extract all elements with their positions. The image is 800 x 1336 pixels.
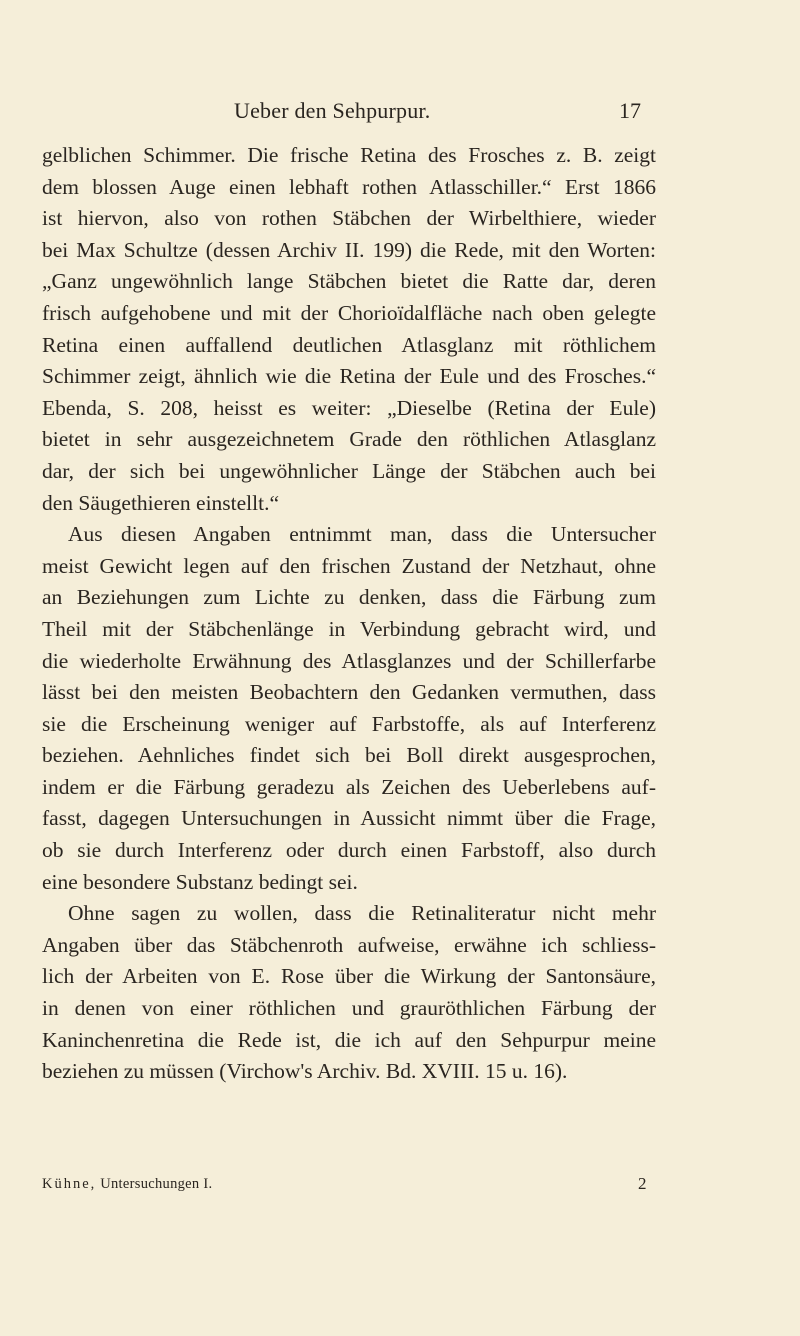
text-line: Ebenda, S. 208, heisst es weiter: „Dieselbe (Retina der Eule) <box>42 395 656 420</box>
text-line: in denen von einer röthlichen und grauröthlichen Färbung der <box>42 996 656 1021</box>
text-line: bietet in sehr ausgezeichnetem Grade den röthlichen Atlasglanz <box>42 427 656 452</box>
text-line: beziehen zu müssen (Virchow's Archiv. Bd. XVIII. 15 u. 16). <box>42 1059 568 1084</box>
text-line: Kaninchenretina die Rede ist, die ich auf den Sehpurpur meine <box>42 1027 656 1052</box>
text-line: Ohne sagen zu wollen, dass die Retinaliteratur nicht mehr <box>68 901 656 926</box>
text-line: gelblichen Schimmer. Die frische Retina des Frosches z. B. zeigt <box>42 143 656 167</box>
text-line: frisch aufgehobene und mit der Chorioïdalfläche nach oben gelegte <box>42 300 656 325</box>
footer-author: Kühne, <box>42 1176 97 1192</box>
footer-work: Untersuchungen I. <box>100 1176 213 1192</box>
text-line: Theil mit der Stäbchenlänge in Verbindung gebracht wird, und <box>42 616 656 641</box>
text-line: Schimmer zeigt, ähnlich wie die Retina der Eule und des Frosches.“ <box>42 364 656 389</box>
signature-mark <box>42 1176 212 1193</box>
text-line: ist hiervon, also von rothen Stäbchen der Wirbelthiere, wieder <box>42 206 656 231</box>
running-title: Ueber den Sehpurpur. <box>234 98 431 123</box>
text-line: Retina einen auffallend deutlichen Atlasglanz mit röthlichem <box>42 332 656 357</box>
text-line: eine besondere Substanz bedingt sei. <box>42 869 358 894</box>
text-line: meist Gewicht legen auf den frischen Zustand der Netzhaut, ohne <box>42 553 656 578</box>
text-line: fasst, dagegen Untersuchungen in Aussicht nimmt über die Frage, <box>42 806 656 831</box>
sheet-number: 2 <box>638 1174 647 1193</box>
text-line: dem blossen Auge einen lebhaft rothen Atlasschiller.“ Erst 1866 <box>42 174 656 199</box>
text-line: lich der Arbeiten von E. Rose über die Wirkung der Santonsäure, <box>42 964 656 989</box>
signature-line <box>42 1174 656 1198</box>
text-line: ob sie durch Interferenz oder durch einen Farbstoff, also durch <box>42 838 656 863</box>
text-line: den Säugethieren einstellt.“ <box>42 490 280 515</box>
text-line: die wiederholte Erwähnung des Atlasglanzes und der Schillerfarbe <box>42 648 656 673</box>
text-line: dar, der sich bei ungewöhnlicher Länge der Stäbchen auch bei <box>42 458 656 483</box>
text-line: Aus diesen Angaben entnimmt man, dass die Untersucher <box>68 522 656 547</box>
body-text <box>42 140 656 1088</box>
page-number: 17 <box>619 98 641 123</box>
text-line: bei Max Schultze (dessen Archiv II. 199) die Rede, mit den Worten: <box>42 237 656 262</box>
text-line: beziehen. Aehnliches findet sich bei Boll direkt ausgesprochen, <box>42 743 656 768</box>
text-line: lässt bei den meisten Beobachtern den Gedanken vermuthen, dass <box>42 680 656 705</box>
running-head <box>0 98 800 128</box>
text-line: Angaben über das Stäbchenroth aufweise, erwähne ich schliess- <box>42 932 656 957</box>
text-line: an Beziehungen zum Lichte zu denken, dass die Färbung zum <box>42 585 656 610</box>
text-line: indem er die Färbung geradezu als Zeichen des Ueberlebens auf- <box>42 774 656 799</box>
text-line: sie die Erscheinung weniger auf Farbstoffe, als auf Interferenz <box>42 711 656 736</box>
text-line: „Ganz ungewöhnlich lange Stäbchen bietet die Ratte dar, deren <box>42 269 656 294</box>
